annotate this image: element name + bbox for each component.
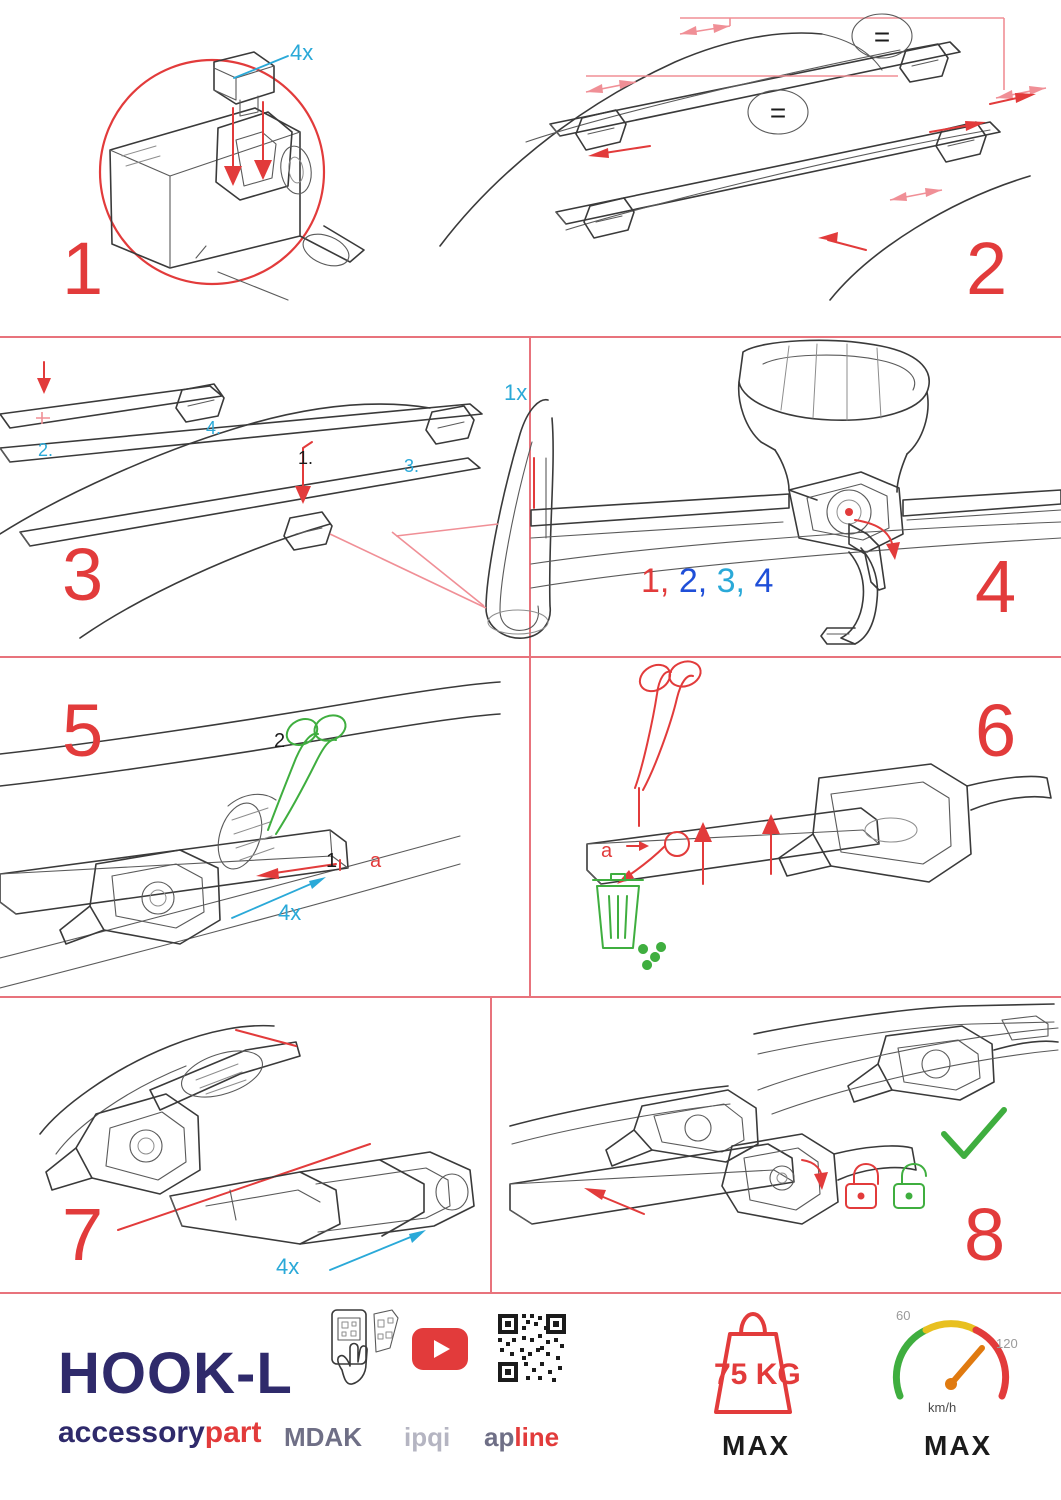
svg-text:=: = [873,21,891,52]
step-3-callout-1: 1. [298,448,314,468]
step-7-number: 7 [62,1193,105,1276]
step-5-number: 5 [62,689,105,772]
qr-code-icon [496,1312,568,1384]
step-1-callout-4x: 4x [290,40,314,65]
step-7-panel [0,998,490,1292]
step-4-sequence [641,562,773,601]
step-4-panel [531,338,1061,656]
step-5-callout-1: 1 [326,850,338,872]
step-1-number: 1 [62,227,105,310]
max-load-label: MAX [722,1430,791,1461]
step-5-callout-2: 2 [274,730,286,752]
partner-ipqi: ipqi [404,1422,451,1452]
partner-apline-left: ap [484,1422,515,1452]
step-6-number: 6 [975,689,1018,772]
step-4-number: 4 [975,545,1018,628]
svg-text:=: = [769,97,787,128]
step-6-callout-a: a [601,840,613,862]
step-3-callout-1x: 1x [504,380,528,405]
footer [0,1290,1061,1500]
step-3-callout-3: 3. [404,456,420,476]
step-5-callout-a: a [370,850,382,872]
partner-apline [484,1422,559,1453]
step-5-callout-4x: 4x [278,900,302,925]
tagline-right: part [204,1416,262,1449]
seq-1: 1, [641,562,670,600]
partner-mdak: MDAK [284,1422,362,1452]
step-2-number: 2 [966,227,1009,310]
step-5-panel [0,658,529,996]
speed-tick-60: 60 [896,1308,911,1323]
step-8-panel [492,998,1061,1292]
step-6-panel [531,658,1061,996]
partner-apline-right: line [514,1422,560,1452]
seq-3: 3, [716,562,745,600]
seq-4: 4 [754,562,774,600]
step-8-number: 8 [964,1193,1007,1276]
step-3-panel [0,338,529,656]
step-2-panel [430,0,1061,336]
youtube-icon[interactable] [412,1328,468,1370]
seq-2: 2, [678,562,708,600]
qr-scan-hand-icon [320,1308,410,1400]
step-3-callout-2: 2. [38,440,54,460]
max-load-value: 75 KG [714,1358,801,1391]
lock-closed-icon [846,1164,878,1208]
lock-open-icon [894,1164,926,1208]
speed-unit: km/h [928,1400,957,1415]
step-3-number: 3 [62,533,105,616]
step-1-panel [0,0,430,336]
tagline-left: accessory [58,1416,205,1449]
max-speed-label: MAX [924,1430,993,1461]
speed-tick-120: 120 [996,1336,1018,1351]
brand-title: HOOK-L [58,1341,293,1406]
brand-tagline [58,1416,261,1450]
step-3-callout-4: 4. [206,418,222,438]
step-7-callout-4x: 4x [276,1254,300,1279]
